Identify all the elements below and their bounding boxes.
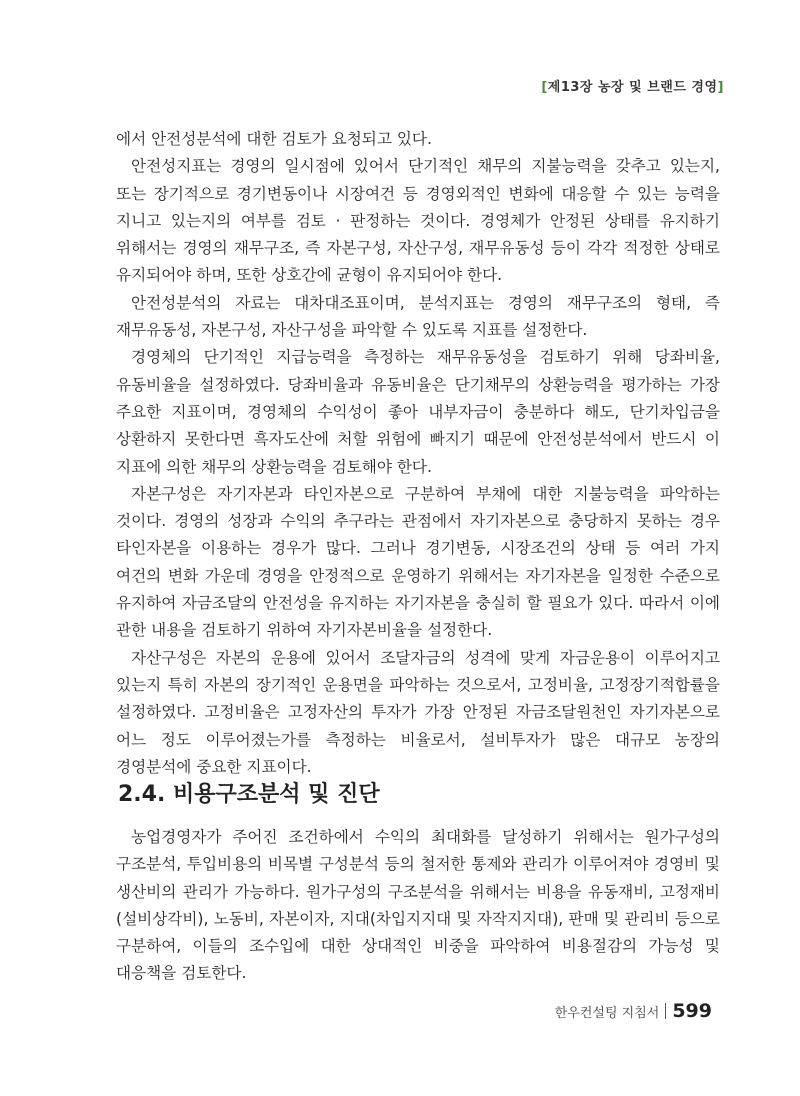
page-number: 599	[672, 1000, 712, 1022]
paragraph: 자산구성은 자본의 운용에 있어서 조달자금의 성격에 맞게 자금운용이 이루어지고 있는지 특히 자본의 장기적인 운용면을 파악하는 것으로서, 고정비율, 고정장기적합률을 설정하였다. 고정비율은 고정자산의 투자가 가장 안정된 자금조달원천인 자기자본으로 어느 정도 이루어졌는가를 측정하는 비율로서, 설비투자가 많은 대규모 농장의 경영분석에 중요한 지표이다.	[116, 648, 720, 776]
paragraph: 농업경영자가 주어진 조건하에서 수익의 최대화를 달성하기 위해서는 원가구성의 구조분석, 투입비용의 비목별 구성분석 등의 철저한 통제와 관리가 이루어져야 경영비 및 생산비의 관리가 가능하다. 원가구성의 구조분석을 위해서는 비용을 유동재비, 고정재비(설비상각비), 노동비, 자본이자, 지대(차입지지대 및 자작지지대), 판매 및 관리비 등으로 구분하여, 이들의 조수입에 대한 상대적인 비중을 파악하여 비용절감의 가능성 및 대응책을 검토한다.	[116, 828, 720, 983]
body-text	[116, 126, 720, 781]
paragraph: 안전성지표는 경영의 일시점에 있어서 단기적인 채무의 지불능력을 갖추고 있는지, 또는 장기적으로 경기변동이나 시장여건 등 경영외적인 변화에 대응할 수 있는 능력을 지니고 있는지의 여부를 검토 · 판정하는 것이다. 경영체가 안정된 상태를 유지하기 위해서는 경영의 재무구조, 즉 자본구성, 자산구성, 재무유동성 등이 각각 적정한 상태로 유지되어야 하며, 또한 상호간에 균형이 유지되어야 한다.	[116, 157, 720, 285]
book-title: 한우컨설팅 지침서	[554, 1005, 660, 1021]
page-footer	[555, 1000, 712, 1022]
chapter-title: 제13장 농장 및 브랜드 경영	[547, 80, 718, 95]
footer-divider	[665, 1003, 666, 1019]
paragraph: 자본구성은 자기자본과 타인자본으로 구분하여 부채에 대한 지불능력을 파악하는 것이다. 경영의 성장과 수익의 추구라는 관점에서 자기자본으로 충당하지 못하는 경우 타인자본을 이용하는 경우가 많다. 그러나 경기변동, 시장조건의 상태 등 여러 가지 여건의 변화 가운데 경영을 안정적으로 운영하기 위해서는 자기자본을 일정한 수준으로 유지하여 자금조달의 안전성을 유지하는 자기자본을 충실히 할 필요가 있다. 따라서 이에 관한 내용을 검토하기 위하여 자기자본비율을 설정한다.	[116, 484, 720, 640]
paragraph: 안전성분석의 자료는 대차대조표이며, 분석지표는 경영의 재무구조의 형태, 즉 재무유동성, 자본구성, 자산구성을 파악할 수 있도록 지표를 설정한다.	[116, 293, 720, 340]
section-body	[116, 824, 720, 988]
paragraph: 경영체의 단기적인 지급능력을 측정하는 재무유동성을 검토하기 위해 당좌비율, 유동비율을 설정하였다. 당좌비율과 유동비율은 단기채무의 상환능력을 평가하는 가장 주요한 지표이며, 경영체의 수익성이 좋아 내부자금이 충분하다 해도, 단기차입금을 상환하지 못한다면 흑자도산에 처할 위험에 빠지기 때문에 안전성분석에서 반드시 이 지표에 의한 채무의 상환능력을 검토해야 한다.	[116, 348, 720, 476]
header-bracket-open: [	[541, 80, 548, 95]
section-heading: 2.4. 비용구조분석 및 진단	[118, 782, 380, 807]
running-header	[541, 76, 724, 95]
header-bracket-close: ]	[717, 80, 724, 95]
paragraph: 에서 안전성분석에 대한 검토가 요청되고 있다.	[116, 130, 432, 148]
